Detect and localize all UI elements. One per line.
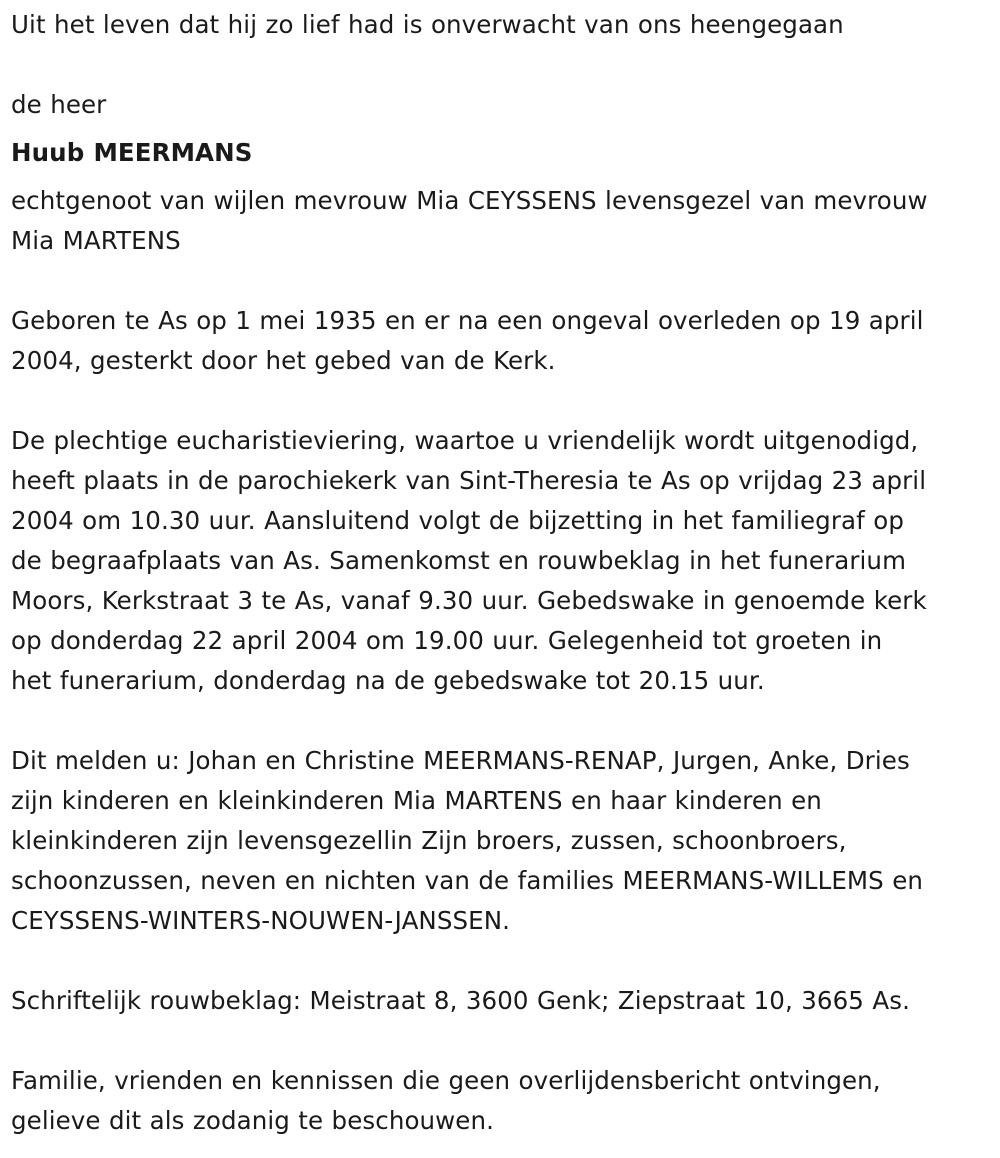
family-line: zijn kinderen en kleinkinderen Mia MARTENS en haar kinderen en (11, 786, 822, 815)
ceremony-line: De plechtige eucharistieviering, waartoe u vriendelijk wordt uitgenodigd, (11, 426, 919, 455)
salutation: de heer (11, 90, 107, 119)
ceremony-paragraph (11, 421, 927, 701)
spouse-line: echtgenoot van wijlen mevrouw Mia CEYSSENS levensgezel van mevrouw (11, 186, 928, 215)
ceremony-line: op donderdag 22 april 2004 om 19.00 uur. Gelegenheid tot groeten in (11, 626, 883, 655)
family-line: schoonzussen, neven en nichten van de families MEERMANS-WILLEMS en (11, 866, 924, 895)
ceremony-line: Moors, Kerkstraat 3 te As, vanaf 9.30 uur. Gebedswake in genoemde kerk (11, 586, 927, 615)
family-paragraph (11, 741, 923, 941)
spouse-line: Mia MARTENS (11, 226, 181, 255)
spouse-paragraph (11, 181, 928, 261)
deceased-name: Huub MEERMANS (11, 138, 253, 167)
family-line: kleinkinderen zijn levensgezellin Zijn broers, zussen, schoonbroers, (11, 826, 847, 855)
birth-death-paragraph (11, 301, 924, 381)
ceremony-line: de begraafplaats van As. Samenkomst en rouwbeklag in het funerarium (11, 546, 907, 575)
family-line: CEYSSENS-WINTERS-NOUWEN-JANSSEN. (11, 906, 511, 935)
closing-line: Familie, vrienden en kennissen die geen overlijdensbericht ontvingen, (11, 1066, 881, 1095)
ceremony-line: heeft plaats in de parochiekerk van Sint-Theresia te As op vrijdag 23 april (11, 466, 927, 495)
closing-paragraph (11, 1061, 881, 1141)
intro-text: Uit het leven dat hij zo lief had is onverwacht van ons heengegaan (11, 10, 844, 39)
family-line: Dit melden u: Johan en Christine MEERMANS-RENAP, Jurgen, Anke, Dries (11, 746, 910, 775)
birth-death-line: Geboren te As op 1 mei 1935 en er na een ongeval overleden op 19 april (11, 306, 924, 335)
closing-line: gelieve dit als zodanig te beschouwen. (11, 1106, 494, 1135)
birth-death-line: 2004, gesterkt door het gebed van de Kerk. (11, 346, 556, 375)
ceremony-line: 2004 om 10.30 uur. Aansluitend volgt de bijzetting in het familiegraf op (11, 506, 904, 535)
ceremony-line: het funerarium, donderdag na de gebedswake tot 20.15 uur. (11, 666, 765, 695)
condolence-address: Schriftelijk rouwbeklag: Meistraat 8, 3600 Genk; Ziepstraat 10, 3665 As. (11, 986, 910, 1015)
